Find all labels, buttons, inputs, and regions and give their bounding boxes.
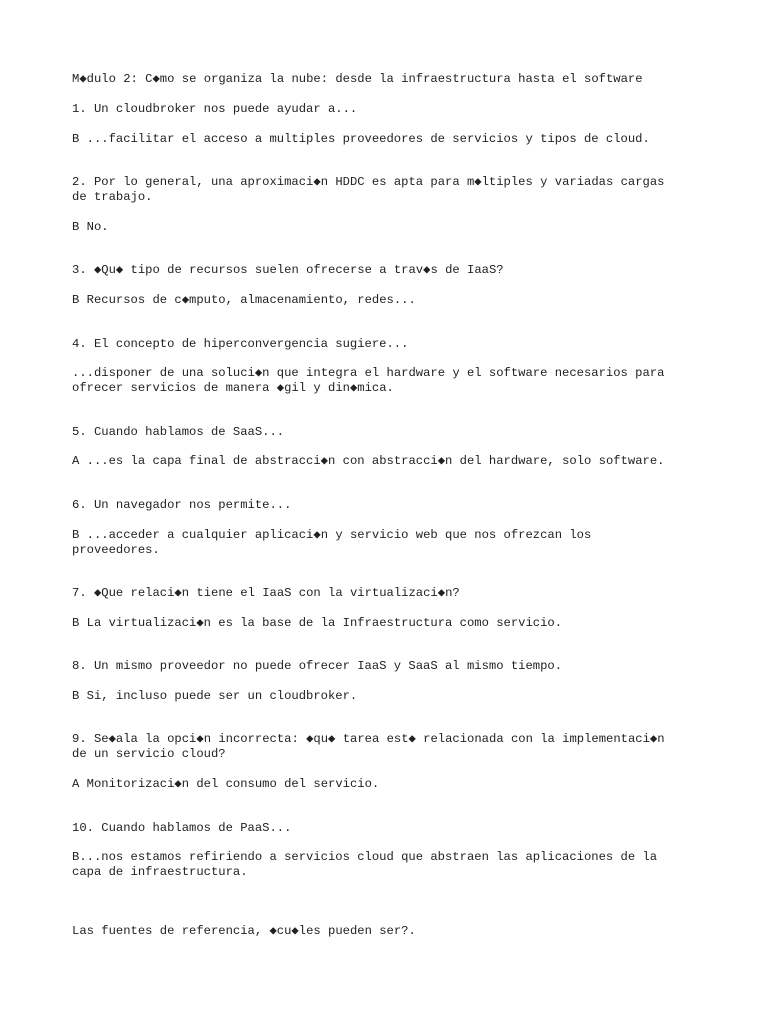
answer-3: B Recursos de c◆mputo, almacenamiento, redes... xyxy=(72,293,416,307)
question-8: 8. Un mismo proveedor no puede ofrecer IaaS y SaaS al mismo tiempo. xyxy=(72,659,563,673)
footer-text: Las fuentes de referencia, ◆cu◆les pueden ser?. xyxy=(72,924,416,938)
question-10: 10. Cuando hablamos de PaaS... xyxy=(72,821,292,835)
question-2-line-2: de trabajo. xyxy=(72,190,153,204)
answer-2: B No. xyxy=(72,220,109,234)
answer-9: A Monitorizaci◆n del consumo del servicio. xyxy=(72,777,380,791)
answer-1: B ...facilitar el acceso a multiples proveedores de servicios y tipos de cloud. xyxy=(72,132,650,146)
question-6: 6. Un navegador nos permite... xyxy=(72,498,292,512)
question-7: 7. ◆Que relaci◆n tiene el IaaS con la virtualizaci◆n? xyxy=(72,586,460,600)
question-9-line-1: 9. Se◆ala la opci◆n incorrecta: ◆qu◆ tarea est◆ relacionada con la implementaci◆n xyxy=(72,732,665,746)
question-4: 4. El concepto de hiperconvergencia sugiere... xyxy=(72,337,409,351)
question-9-line-2: de un servicio cloud? xyxy=(72,747,226,761)
question-5: 5. Cuando hablamos de SaaS... xyxy=(72,425,285,439)
answer-10-line-1: B...nos estamos refiriendo a servicios cloud que abstraen las aplicaciones de la xyxy=(72,850,658,864)
question-2-line-1: 2. Por lo general, una aproximaci◆n HDDC es apta para m◆ltiples y variadas cargas xyxy=(72,175,665,189)
answer-4-line-2: ofrecer servicios de manera ◆gil y din◆mica. xyxy=(72,381,394,395)
answer-6-line-1: B ...acceder a cualquier aplicaci◆n y servicio web que nos ofrezcan los xyxy=(72,528,592,542)
document-title: M◆dulo 2: C◆mo se organiza la nube: desde la infraestructura hasta el software xyxy=(72,72,643,86)
question-3: 3. ◆Qu◆ tipo de recursos suelen ofrecerse a trav◆s de IaaS? xyxy=(72,263,504,277)
answer-7: B La virtualizaci◆n es la base de la Infraestructura como servicio. xyxy=(72,616,563,630)
answer-10-line-2: capa de infraestructura. xyxy=(72,865,248,879)
answer-8: B Si, incluso puede ser un cloudbroker. xyxy=(72,689,358,703)
question-1: 1. Un cloudbroker nos puede ayudar a... xyxy=(72,102,358,116)
answer-5: A ...es la capa final de abstracci◆n con abstracci◆n del hardware, solo software. xyxy=(72,454,665,468)
answer-4-line-1: ...disponer de una soluci◆n que integra el hardware y el software necesarios para xyxy=(72,366,665,380)
answer-6-line-2: proveedores. xyxy=(72,543,160,557)
